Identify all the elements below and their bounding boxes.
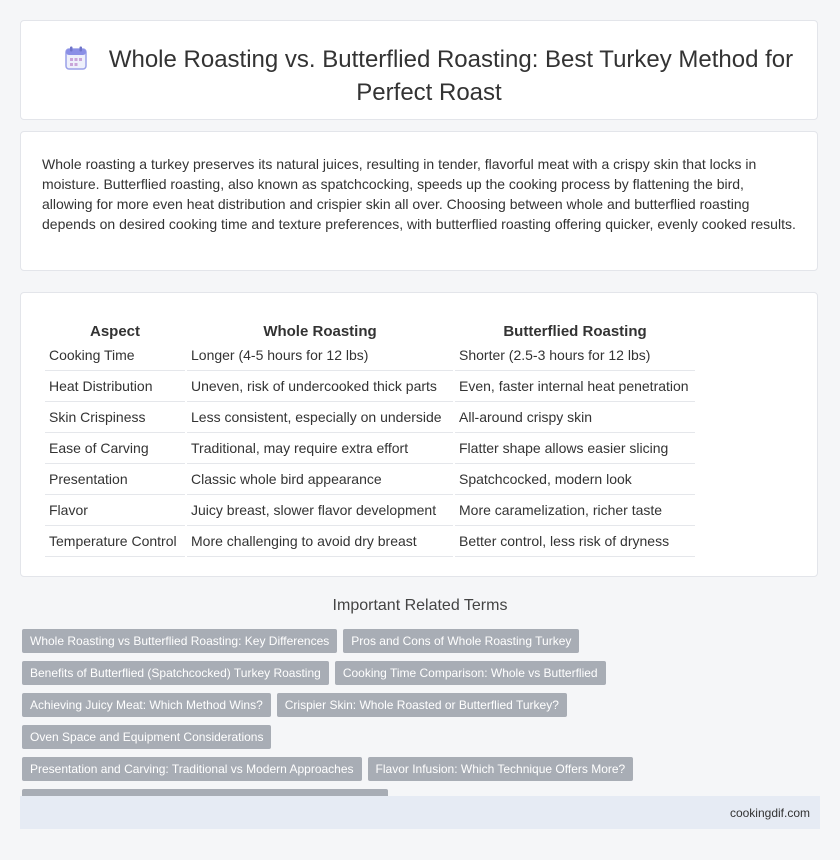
table-cell: Juicy breast, slower flavor development [187, 495, 453, 526]
title-wrap [61, 45, 797, 108]
table-row [45, 433, 695, 464]
table-row [45, 371, 695, 402]
calendar-icon [65, 46, 87, 78]
header-aspect: Aspect [89, 323, 141, 340]
related-terms-list [22, 629, 822, 821]
table-cell: Classic whole bird appearance [187, 464, 453, 495]
table-cell: All-around crispy skin [455, 402, 695, 433]
footer [20, 796, 820, 829]
table-cell: Skin Crispiness [45, 402, 185, 433]
table-row [45, 340, 695, 371]
related-tag[interactable]: Whole Roasting vs Butterflied Roasting: Key Differences [22, 629, 337, 653]
related-tag[interactable]: Crispier Skin: Whole Roasted or Butterflied Turkey? [277, 693, 567, 717]
related-tag[interactable]: Cooking Time Comparison: Whole vs Butterflied [335, 661, 606, 685]
related-tag[interactable]: Presentation and Carving: Traditional vs Modern Approaches [22, 757, 362, 781]
related-terms-heading: Important Related Terms [332, 597, 508, 614]
intro-card [20, 131, 818, 271]
table-cell: Temperature Control [45, 526, 185, 557]
table-row [45, 526, 695, 557]
title-card [20, 20, 818, 120]
comparison-table [43, 315, 697, 557]
table-cell: Cooking Time [45, 340, 185, 371]
table-cell: Ease of Carving [45, 433, 185, 464]
table-cell: More caramelization, richer taste [455, 495, 695, 526]
table-cell: Flavor [45, 495, 185, 526]
table-cell: Flatter shape allows easier slicing [455, 433, 695, 464]
table-cell: More challenging to avoid dry breast [187, 526, 453, 557]
table-cell: Presentation [45, 464, 185, 495]
related-tag[interactable]: Achieving Juicy Meat: Which Method Wins? [22, 693, 271, 717]
table-cell: Longer (4-5 hours for 12 lbs) [187, 340, 453, 371]
table-cell: Uneven, risk of undercooked thick parts [187, 371, 453, 402]
comparison-card [20, 292, 818, 577]
table-row [45, 464, 695, 495]
related-tag[interactable]: Oven Space and Equipment Considerations [22, 725, 271, 749]
table-cell: Spatchcocked, modern look [455, 464, 695, 495]
related-tag[interactable]: Flavor Infusion: Which Technique Offers More? [368, 757, 634, 781]
intro-paragraph: Whole roasting a turkey preserves its natural juices, resulting in tender, flavorful meat with a crispy skin that locks in moisture. Butterflied roasting, also known as spatchcocking, speeds up the cooking process by flattening the bird, allowing for more even heat distribution and crispier skin all over. Choosing between whole and butterflied roasting depends on desired cooking time and texture preferences, with butterflied roasting offering quicker, evenly cooked results. [42, 156, 796, 232]
table-cell: Heat Distribution [45, 371, 185, 402]
table-row [45, 495, 695, 526]
table-cell: Shorter (2.5-3 hours for 12 lbs) [455, 340, 695, 371]
header-butterflied-roasting: Butterflied Roasting [503, 323, 647, 340]
related-tag[interactable]: Pros and Cons of Whole Roasting Turkey [343, 629, 579, 653]
table-row [45, 402, 695, 433]
footer-site-link[interactable]: cookingdif.com [729, 806, 810, 820]
table-cell: Better control, less risk of dryness [455, 526, 695, 557]
table-cell: Even, faster internal heat penetration [455, 371, 695, 402]
page-title: Whole Roasting vs. Butterflied Roasting: Best Turkey Method for Perfect Roast [108, 46, 794, 106]
related-tag[interactable]: Benefits of Butterflied (Spatchcocked) Turkey Roasting [22, 661, 329, 685]
table-header-row [45, 315, 695, 340]
table-cell: Traditional, may require extra effort [187, 433, 453, 464]
header-whole-roasting: Whole Roasting [263, 323, 377, 340]
table-cell: Less consistent, especially on underside [187, 402, 453, 433]
